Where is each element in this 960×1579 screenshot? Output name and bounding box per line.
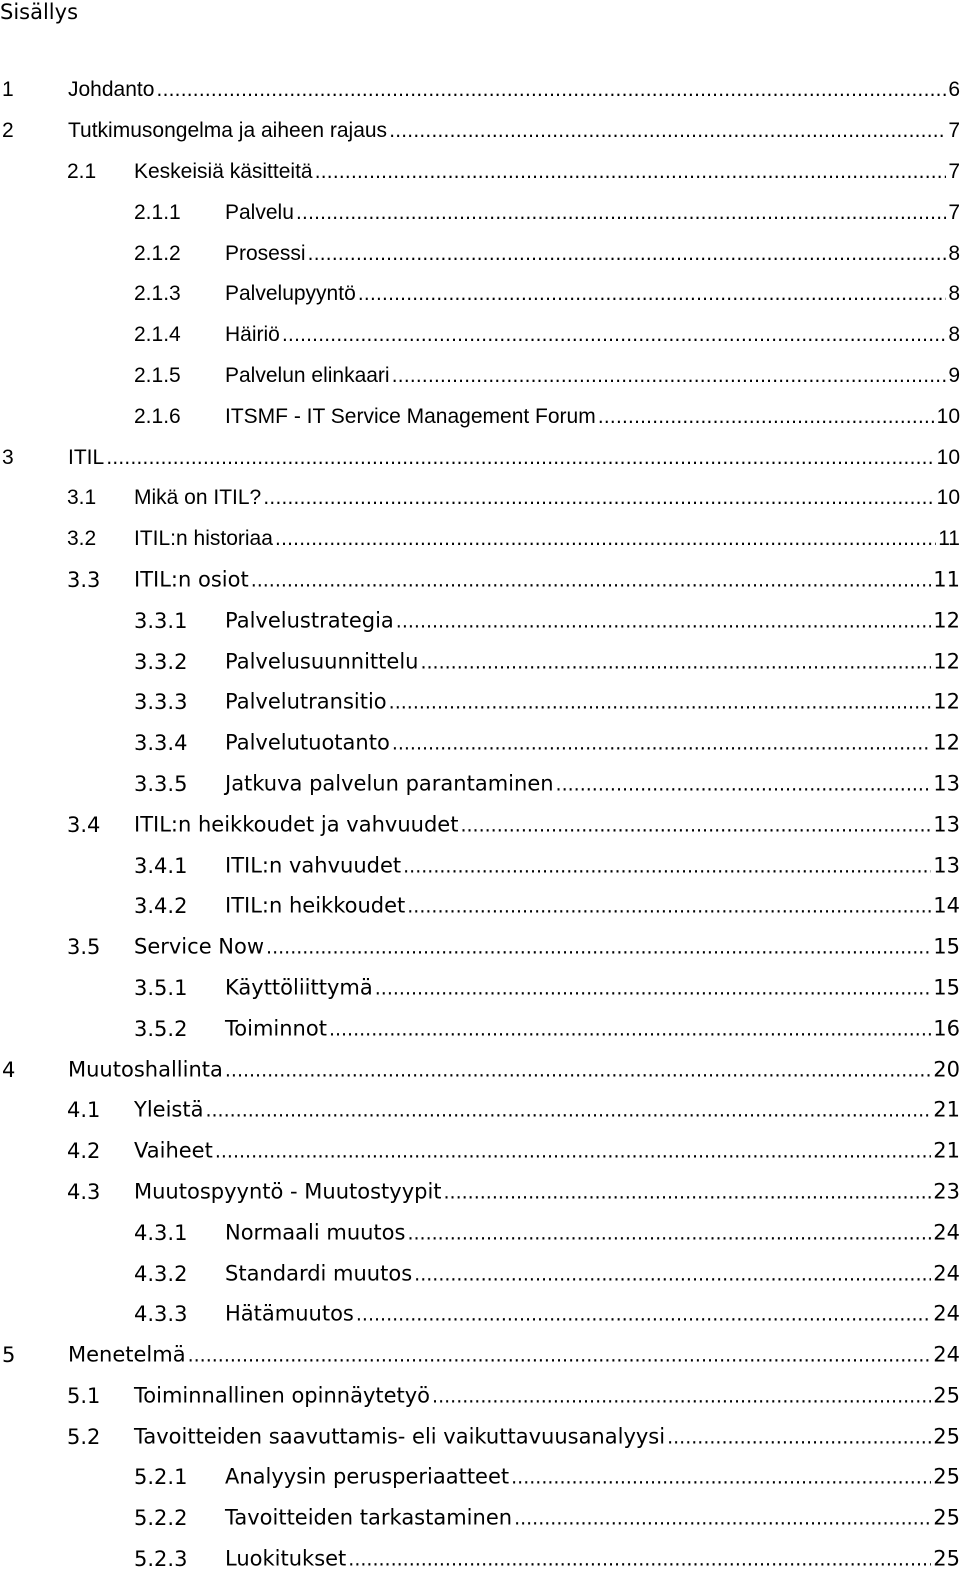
toc-entry-title: ITIL:n vahvuudet (225, 853, 402, 878)
toc-entry-page-number: 25 (933, 1546, 960, 1571)
toc-entry-number: 2.1.3 (134, 282, 181, 306)
toc-entry-title: Normaali muutos (225, 1220, 406, 1245)
toc-entry-body (134, 486, 960, 510)
dot-leader (356, 1302, 931, 1327)
dot-leader (156, 78, 946, 102)
toc-entry-body (225, 608, 960, 633)
toc-entry-body (225, 323, 960, 347)
toc-entry[interactable] (0, 396, 960, 437)
toc-entry-page-number: 8 (948, 323, 960, 347)
toc-entry-title: Analyysin perusperiaatteet (225, 1464, 510, 1489)
toc-entry-body (225, 1465, 960, 1490)
toc-entry-title: Yleistä (134, 1097, 204, 1122)
toc-entry-body (225, 1506, 960, 1531)
dot-leader (275, 527, 936, 551)
toc-entry[interactable] (0, 886, 960, 927)
dot-leader (348, 1547, 931, 1572)
toc-entry-number: 2.1.4 (134, 323, 181, 347)
toc-entry[interactable] (0, 641, 960, 682)
toc-entry-title: Service Now (134, 934, 265, 959)
toc-entry-page-number: 11 (938, 527, 960, 551)
toc-entry-number: 2.1.2 (134, 241, 181, 265)
toc-entry-body (225, 1547, 960, 1572)
toc-entry-body (225, 894, 960, 919)
toc-entry-title: Mikä on ITIL? (134, 486, 262, 510)
dot-leader (420, 649, 931, 674)
toc-entry-number: 3.4.1 (134, 853, 188, 878)
toc-entry[interactable] (0, 111, 960, 152)
toc-entry[interactable] (0, 1457, 960, 1498)
toc-entry-number: 3.1 (67, 486, 97, 510)
toc-entry[interactable] (0, 1498, 960, 1539)
dot-leader (375, 975, 932, 1000)
toc-entry-title: Toiminnot (225, 1016, 327, 1041)
toc-entry-body (134, 935, 960, 960)
toc-entry-body (134, 1383, 960, 1408)
toc-entry-number: 4.2 (67, 1139, 101, 1164)
toc-entry-body (225, 1016, 960, 1041)
dot-leader (392, 731, 931, 756)
toc-entry-body (225, 282, 960, 306)
toc-entry-number: 3.2 (67, 527, 97, 551)
toc-entry-title: Luokitukset (225, 1546, 347, 1571)
dot-leader (556, 771, 932, 796)
toc-entry-body (225, 1302, 960, 1327)
page-title: Sisällys (0, 0, 79, 24)
toc-entry-body (134, 812, 960, 837)
toc-entry[interactable] (0, 274, 960, 315)
toc-entry-number: 2.1.6 (134, 404, 181, 428)
dot-leader (444, 1179, 932, 1204)
toc-entry-title: ITIL:n historiaa (134, 527, 273, 551)
toc-entry[interactable] (0, 600, 960, 641)
toc-entry-body (68, 119, 960, 143)
toc-entry-title: Prosessi (225, 241, 306, 265)
toc-entry-body (134, 527, 960, 551)
toc-entry-number: 3 (2, 445, 14, 469)
dot-leader (389, 119, 946, 143)
toc-entry-page-number: 10 (936, 486, 960, 510)
toc-entry-title: Palvelutuotanto (225, 730, 390, 755)
toc-entry-number: 5.2.2 (134, 1506, 188, 1531)
dot-leader (296, 201, 946, 225)
toc-entry-page-number: 21 (933, 1138, 960, 1163)
toc-entry-number: 4.3.3 (134, 1302, 188, 1327)
dot-leader (329, 1016, 931, 1041)
toc-entry-page-number: 15 (933, 975, 960, 1000)
dot-leader (188, 1343, 932, 1368)
toc-entry-page-number: 24 (933, 1261, 960, 1285)
toc-entry-page-number: 15 (933, 934, 960, 959)
toc-entry-page-number: 9 (948, 363, 960, 387)
dot-leader (266, 935, 931, 960)
dot-leader (667, 1424, 931, 1449)
toc-entry-title: ITIL (68, 445, 105, 469)
dot-leader (251, 567, 932, 592)
dot-leader (358, 282, 947, 306)
toc-entry-body (134, 160, 960, 184)
toc-entry-page-number: 24 (933, 1220, 960, 1245)
toc-entry-page-number: 12 (933, 730, 960, 755)
toc-entry-body (225, 853, 960, 878)
toc-entry-title: Palvelupyyntö (225, 282, 356, 306)
toc-entry-number: 2 (2, 119, 14, 143)
toc-entry[interactable] (0, 356, 960, 397)
dot-leader (389, 690, 932, 715)
toc-entry-title: Tutkimusongelma ja aiheen rajaus (68, 119, 388, 143)
toc-entry-title: Häiriö (225, 323, 280, 347)
toc-entry-page-number: 8 (948, 282, 960, 306)
toc-entry-number: 4 (2, 1057, 16, 1082)
toc-entry-body (68, 1343, 960, 1368)
toc-entry-title: Johdanto (68, 78, 155, 102)
toc-entry-number: 3.3.2 (134, 649, 188, 674)
toc-entry-page-number: 13 (933, 812, 960, 837)
toc-entry[interactable] (0, 1539, 960, 1579)
toc-entry-body (225, 242, 960, 266)
toc-entry-title: Tavoitteiden tarkastaminen (225, 1505, 513, 1530)
toc-entry-number: 5.2.3 (134, 1547, 188, 1572)
toc-entry-page-number: 12 (933, 608, 960, 633)
toc-entry[interactable] (0, 1131, 960, 1172)
toc-entry[interactable] (0, 1090, 960, 1131)
dot-leader (282, 323, 946, 347)
toc-entry-body (225, 975, 960, 1000)
toc-entry-number: 3.4.2 (134, 894, 188, 919)
toc-entry[interactable] (0, 478, 960, 519)
toc-entry-number: 2.1.1 (134, 200, 181, 224)
toc-entry-number: 3.5.1 (134, 975, 188, 1000)
toc-entry-title: Palvelu (225, 200, 294, 224)
toc-entry-body (225, 405, 960, 429)
toc-entry-page-number: 13 (933, 771, 960, 796)
dot-leader (511, 1465, 931, 1490)
toc-entry-body (225, 201, 960, 225)
dot-leader (407, 1220, 931, 1245)
toc-entry-page-number: 7 (948, 119, 960, 143)
toc-entry-page-number: 11 (933, 567, 960, 592)
toc-entry[interactable] (0, 804, 960, 845)
toc-entry-page-number: 25 (933, 1424, 960, 1449)
toc-entry[interactable] (0, 437, 960, 478)
toc-entry-title: Palvelusuunnittelu (225, 649, 419, 674)
dot-leader (403, 853, 931, 878)
toc-entry[interactable] (0, 152, 960, 193)
toc-entry-page-number: 12 (933, 689, 960, 714)
toc-entry-page-number: 20 (933, 1057, 960, 1082)
dot-leader (460, 812, 931, 837)
toc-entry[interactable] (0, 1416, 960, 1457)
toc-entry-title: Käyttöliittymä (225, 975, 373, 1000)
toc-entry-page-number: 10 (936, 445, 960, 469)
toc-entry-body (134, 1424, 960, 1449)
toc-entry-number: 5.2 (67, 1424, 101, 1449)
toc-entry[interactable] (0, 1376, 960, 1417)
toc-entry-body (134, 1098, 960, 1123)
toc-entry-number: 3.3.5 (134, 771, 188, 796)
toc-entry-number: 3.5 (67, 935, 101, 960)
toc-entry-number: 4.3.1 (134, 1220, 188, 1245)
toc-entry-title: Standardi muutos (225, 1261, 413, 1285)
toc-entry-page-number: 25 (933, 1505, 960, 1530)
toc-entry[interactable] (0, 315, 960, 356)
toc-entry-page-number: 13 (933, 853, 960, 878)
dot-leader (392, 364, 947, 388)
toc-entry-number: 4.3 (67, 1179, 101, 1204)
toc-entry-page-number: 25 (933, 1464, 960, 1489)
dot-leader (225, 1057, 931, 1082)
dot-leader (598, 405, 935, 429)
toc-entry-body (225, 771, 960, 796)
toc-entry-title: Muutoshallinta (68, 1057, 223, 1082)
toc-entry-number: 3.5.2 (134, 1016, 188, 1041)
toc-entry-title: Vaiheet (134, 1138, 213, 1163)
toc-entry-page-number: 24 (933, 1301, 960, 1326)
toc-entry-number: 3.3.3 (134, 690, 188, 715)
toc-entry-page-number: 12 (933, 649, 960, 674)
toc-entry-body (225, 649, 960, 674)
toc-entry-title: Jatkuva palvelun parantaminen (225, 771, 554, 796)
toc-entry[interactable] (0, 1212, 960, 1253)
toc-entry-number: 3.3.4 (134, 731, 188, 756)
toc-entry[interactable] (0, 1335, 960, 1376)
toc-entry-title: Menetelmä (68, 1342, 186, 1367)
dot-leader (396, 608, 931, 633)
toc-entry-number: 5.1 (67, 1383, 101, 1408)
toc-entry-number: 4.3.2 (134, 1261, 188, 1286)
toc-entry-number: 5.2.1 (134, 1465, 188, 1490)
toc-entry-title: Palvelun elinkaari (225, 363, 390, 387)
toc-entry[interactable] (0, 519, 960, 560)
toc-entry-body (134, 1179, 960, 1204)
toc-entry[interactable] (0, 927, 960, 968)
dot-leader (514, 1506, 931, 1531)
toc-entry-body (68, 446, 960, 470)
toc-entry[interactable] (0, 1049, 960, 1090)
toc-entry-page-number: 21 (933, 1097, 960, 1122)
toc-entry-page-number: 25 (933, 1383, 960, 1408)
toc-entry-body (225, 1261, 960, 1286)
toc-entry-page-number: 6 (948, 78, 960, 102)
toc-entry-number: 3.4 (67, 812, 101, 837)
toc-entry-page-number: 10 (936, 404, 960, 428)
toc-entry-body (68, 78, 960, 102)
toc-entry-title: Palvelutransitio (225, 689, 387, 714)
toc-entry-body (225, 1220, 960, 1245)
toc-entry[interactable] (0, 764, 960, 805)
toc-entry[interactable] (0, 845, 960, 886)
toc-entry-title: ITSMF - IT Service Management Forum (225, 404, 596, 428)
toc-entry-page-number: 23 (933, 1179, 960, 1204)
toc-entry[interactable] (0, 192, 960, 233)
toc-entry-body (225, 690, 960, 715)
dot-leader (315, 160, 947, 184)
toc-entry[interactable] (0, 1294, 960, 1335)
toc-entry-body (225, 364, 960, 388)
toc-entry[interactable] (0, 682, 960, 723)
toc-entry-page-number: 14 (933, 893, 960, 918)
toc-entry-page-number: 7 (948, 159, 960, 183)
toc-entry-title: Muutospyyntö - Muutostyypit (134, 1179, 442, 1204)
dot-leader (106, 446, 934, 470)
dot-leader (263, 486, 934, 510)
toc-entry-body (134, 567, 960, 592)
dot-leader (205, 1098, 931, 1123)
toc-entry-number: 2.1.5 (134, 363, 181, 387)
dot-leader (432, 1383, 931, 1408)
toc-entry[interactable] (0, 723, 960, 764)
toc-entry[interactable] (0, 968, 960, 1009)
toc-entry-body (68, 1057, 960, 1082)
dot-leader (215, 1139, 931, 1164)
toc-entry[interactable] (0, 1253, 960, 1294)
toc-entry-title: ITIL:n osiot (134, 567, 249, 592)
toc-entry-title: ITIL:n heikkoudet ja vahvuudet (134, 812, 459, 837)
toc-entry[interactable] (0, 1008, 960, 1049)
toc-entry-page-number: 7 (948, 200, 960, 224)
toc-entry[interactable] (0, 1172, 960, 1213)
toc-entry-page-number: 8 (948, 241, 960, 265)
toc-entry-number: 3.3.1 (134, 608, 188, 633)
dot-leader (414, 1261, 931, 1286)
toc-entry-title: Keskeisiä käsitteitä (134, 159, 313, 183)
toc-entry-page-number: 24 (933, 1342, 960, 1367)
dot-leader (308, 242, 947, 266)
toc-entry-body (134, 1139, 960, 1164)
toc-entry-number: 2.1 (67, 159, 97, 183)
toc-entry-title: Palvelustrategia (225, 608, 394, 633)
toc-entry-page-number: 16 (933, 1016, 960, 1041)
toc-entry-title: Toiminnallinen opinnäytetyö (134, 1383, 431, 1408)
dot-leader (407, 894, 931, 919)
toc-entry-body (225, 731, 960, 756)
toc-entry[interactable] (0, 560, 960, 601)
toc-entry-number: 1 (2, 78, 14, 102)
toc-entry-number: 5 (2, 1343, 16, 1368)
toc-entry-title: ITIL:n heikkoudet (225, 893, 406, 918)
toc-entry[interactable] (0, 70, 960, 111)
toc-entry-title: Tavoitteiden saavuttamis- eli vaikuttavuusanalyysi (134, 1424, 666, 1449)
toc-entry-number: 4.1 (67, 1098, 101, 1123)
toc-entry-title: Hätämuutos (225, 1301, 354, 1326)
toc-entry[interactable] (0, 233, 960, 274)
toc-entry-number: 3.3 (67, 567, 101, 592)
table-of-contents (0, 70, 960, 1579)
